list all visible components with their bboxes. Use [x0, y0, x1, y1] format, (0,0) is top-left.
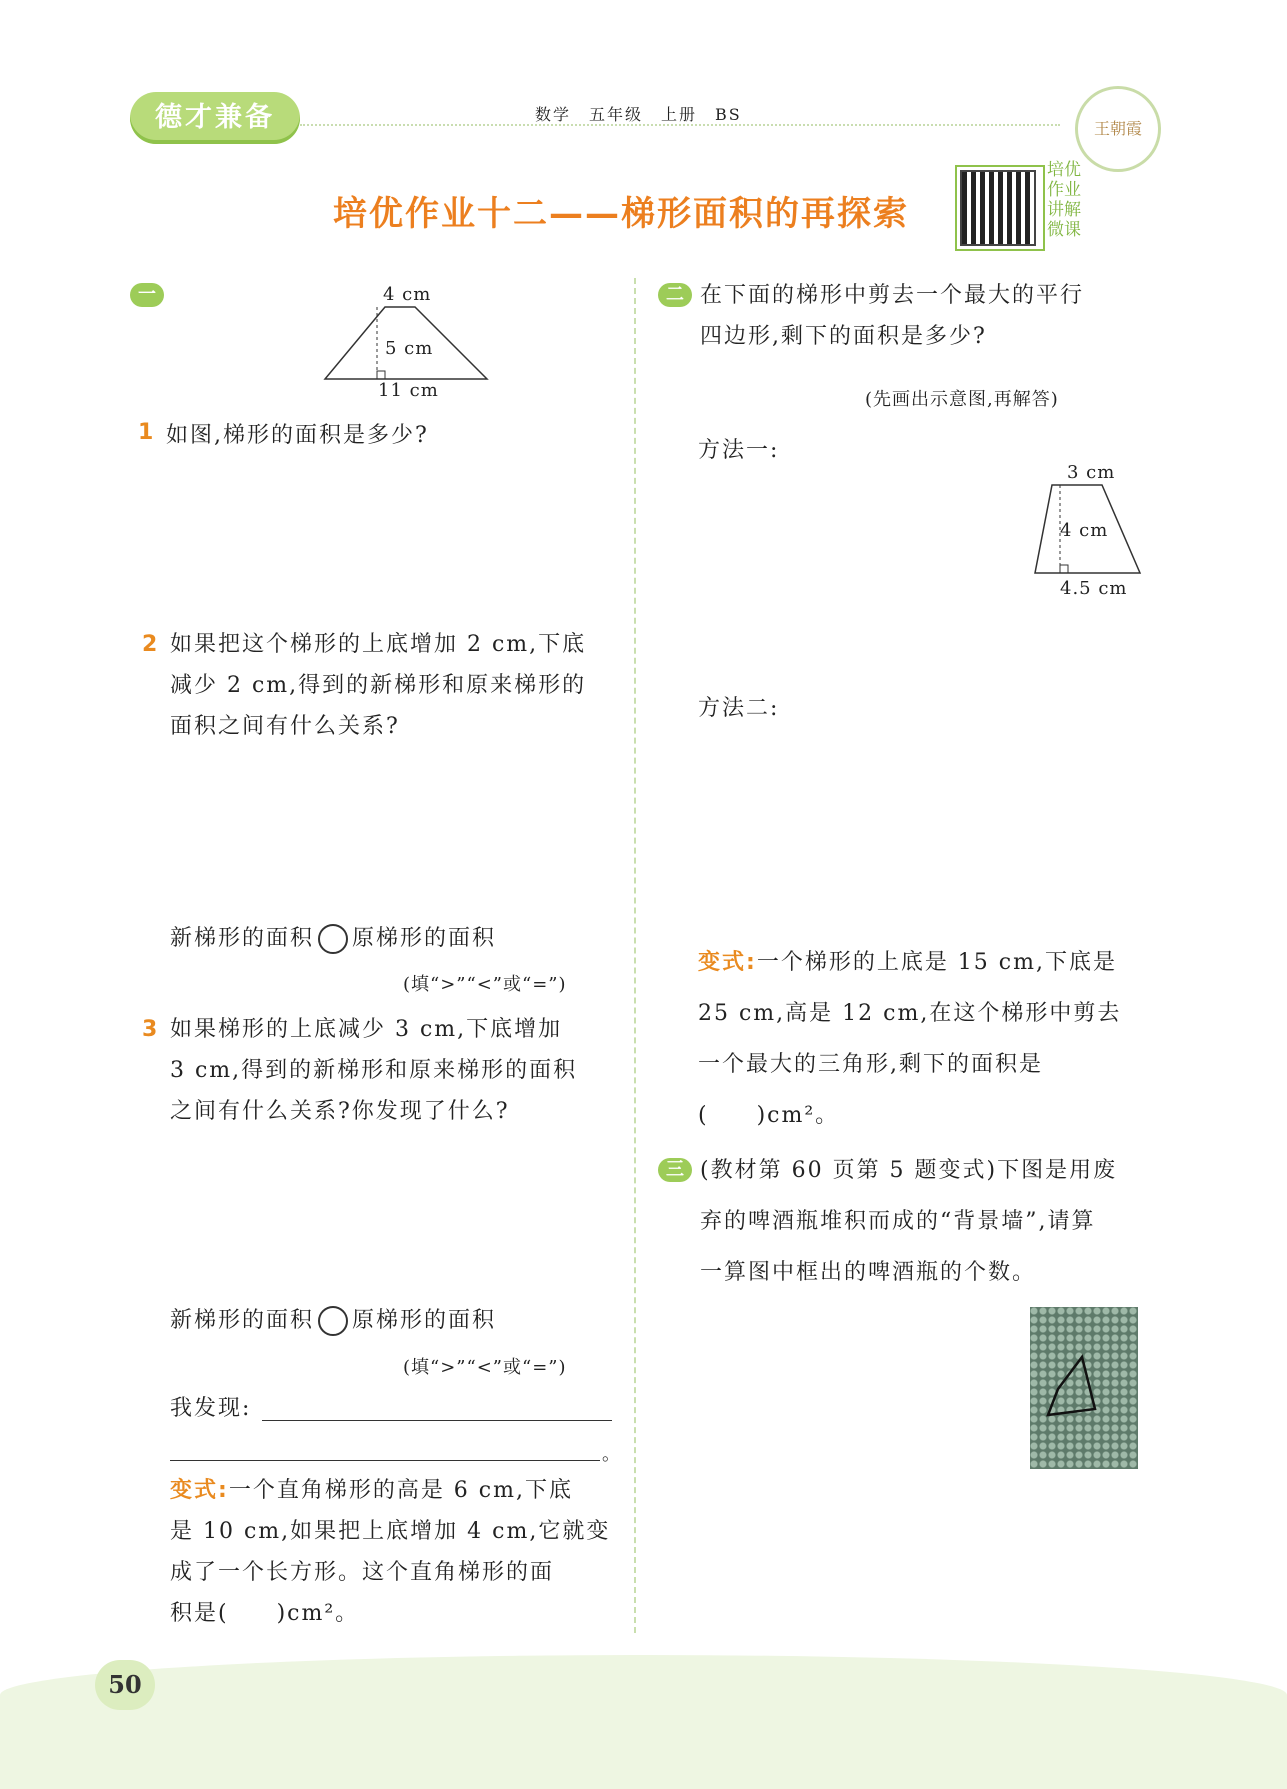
- method-2-label: 方法二:: [698, 696, 780, 721]
- section-badge-1: 一: [130, 283, 164, 307]
- discover-answer-line-1[interactable]: [262, 1420, 612, 1421]
- q3-line-3: 之间有什么关系?你发现了什么?: [170, 1099, 510, 1124]
- variant-2-line-2: 25 cm,高是 12 cm,在这个梯形中剪去: [698, 1001, 1122, 1026]
- variant-2-line-1: 一个梯形的上底是 15 cm,下底是: [756, 950, 1117, 975]
- s2-hint: (先画出示意图,再解答): [865, 389, 1059, 410]
- s3-line-1: (教材第 60 页第 5 题变式)下图是用废: [700, 1158, 1118, 1183]
- trapezoid-highlight: [1048, 1357, 1095, 1415]
- q2-compare-right: 原梯形的面积: [352, 926, 497, 951]
- q2-line-1: 如果把这个梯形的上底增加 2 cm,下底: [170, 632, 587, 657]
- variant-2-line-3: 一个最大的三角形,剩下的面积是: [698, 1052, 1043, 1077]
- right-angle-mark-2: [1060, 565, 1068, 573]
- question-number-1: 1: [138, 420, 154, 445]
- question-number-2: 2: [142, 632, 158, 657]
- footer-band: [0, 1655, 1287, 1789]
- page-number: 50: [95, 1660, 155, 1710]
- figure1-bottom-label: 11 cm: [378, 380, 439, 401]
- discover-label: 我发现:: [170, 1396, 252, 1421]
- variant-2-label: 变式:: [698, 950, 757, 975]
- section-3-text: [700, 1150, 1150, 1293]
- variant-1-line-2: 是 10 cm,如果把上底增加 4 cm,它就变: [170, 1519, 611, 1544]
- photo-frame-overlay: [1030, 1307, 1138, 1469]
- q3-line-2: 3 cm,得到的新梯形和原来梯形的面积: [170, 1058, 578, 1083]
- variant-1-line-3: 成了一个长方形。这个直角梯形的面: [170, 1560, 555, 1585]
- q2-line-3: 面积之间有什么关系?: [170, 714, 400, 739]
- question-1-text: 如图,梯形的面积是多少?: [166, 423, 429, 448]
- figure2-bottom-label: 4.5 cm: [1060, 578, 1128, 599]
- s2-line-1: 在下面的梯形中剪去一个最大的平行: [700, 283, 1085, 308]
- q2-hint: (填“>”“<”或“=”): [403, 974, 567, 995]
- q3-hint: (填“>”“<”或“=”): [403, 1357, 567, 1378]
- question-2-text: [170, 624, 620, 747]
- q3-compare-right: 原梯形的面积: [352, 1308, 497, 1333]
- brand-badge: 德才兼备: [130, 92, 300, 144]
- variant-2-text: [698, 942, 1148, 1136]
- brand-seal: 王朝霞: [1075, 86, 1161, 172]
- column-divider: [634, 278, 636, 1633]
- question-number-3: 3: [142, 1017, 158, 1042]
- q2-answer-circle[interactable]: [318, 924, 348, 954]
- q3-compare-row: [170, 1300, 496, 1341]
- figure2-top-label: 3 cm: [1067, 462, 1116, 483]
- discover-end-mark: 。: [602, 1444, 621, 1465]
- q2-compare-row: [170, 918, 496, 959]
- q3-answer-circle[interactable]: [318, 1306, 348, 1336]
- section-2-text: [700, 275, 1150, 357]
- variant-1-label: 变式:: [170, 1478, 229, 1503]
- q2-line-2: 减少 2 cm,得到的新梯形和原来梯形的: [170, 673, 587, 698]
- s3-line-3: 一算图中框出的啤酒瓶的个数。: [700, 1260, 1037, 1285]
- variant-1-line-1: 一个直角梯形的高是 6 cm,下底: [228, 1478, 573, 1503]
- section-badge-2: 二: [658, 283, 692, 307]
- page-title: 培优作业十二——梯形面积的再探索: [333, 194, 909, 234]
- figure1-top-label: 4 cm: [383, 284, 432, 305]
- q3-line-1: 如果梯形的上底减少 3 cm,下底增加: [170, 1017, 563, 1042]
- qr-label: 培优作业讲解微课: [1047, 160, 1081, 240]
- variant-1-line-4: 积是( )cm²。: [170, 1601, 360, 1626]
- figure1-height-label: 5 cm: [385, 338, 434, 359]
- question-3-text: [170, 1009, 620, 1132]
- right-angle-mark: [377, 371, 385, 379]
- subject-line: 数学 五年级 上册 BS: [535, 105, 742, 124]
- qr-code-icon[interactable]: [960, 170, 1036, 246]
- s2-line-2: 四边形,剩下的面积是多少?: [700, 324, 987, 349]
- variant-1-text: [170, 1470, 620, 1634]
- section-badge-3: 三: [658, 1158, 692, 1182]
- q2-compare-left: 新梯形的面积: [170, 926, 315, 951]
- s3-line-2: 弃的啤酒瓶堆积而成的“背景墙”,请算: [700, 1209, 1096, 1234]
- variant-2-line-4: ( )cm²。: [698, 1103, 840, 1128]
- figure2-height-label: 4 cm: [1060, 520, 1109, 541]
- discover-answer-line-2[interactable]: [170, 1460, 600, 1461]
- q3-compare-left: 新梯形的面积: [170, 1308, 315, 1333]
- method-1-label: 方法一:: [698, 438, 780, 463]
